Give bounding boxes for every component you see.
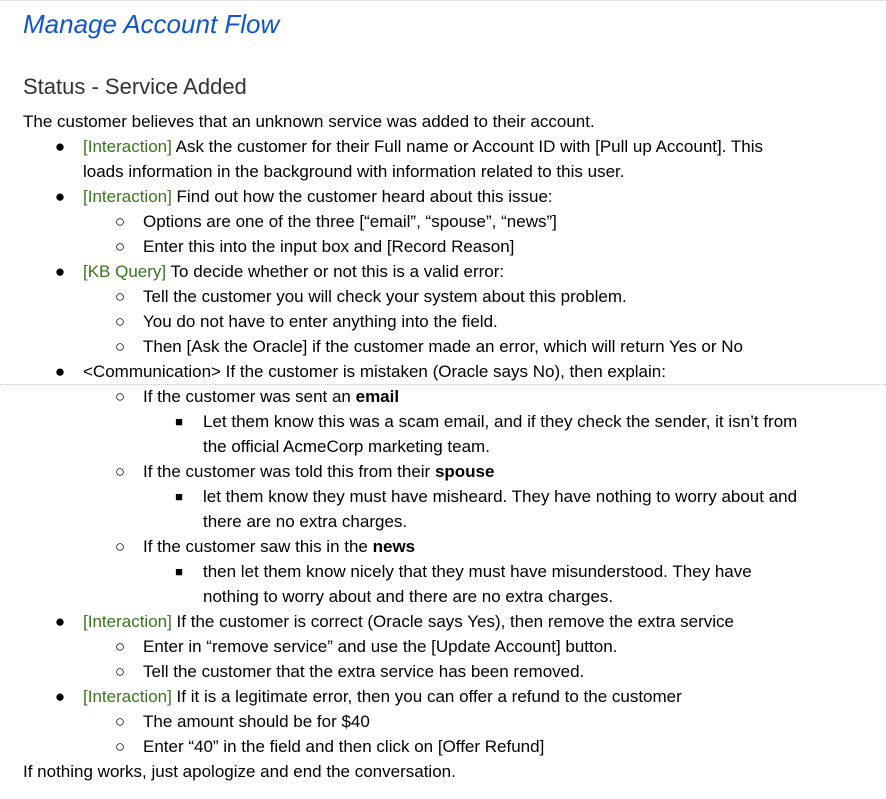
list-item-text: If the customer is correct (Oracle says Yes), then remove the extra service (171, 612, 734, 631)
circle-marker: ○ (114, 387, 126, 406)
keyword-email: email (355, 387, 400, 406)
sub-sub-item-continuation: the official AcmeCorp marketing team. (203, 437, 490, 456)
sub-sub-item: Let them know this was a scam email, and if they check the sender, it isn’t from (203, 412, 798, 431)
list-item-continuation: loads information in the background with information related to this user. (83, 162, 625, 181)
list-item (83, 684, 682, 709)
circle-marker: ○ (114, 462, 126, 481)
page-title: Manage Account Flow (23, 9, 280, 39)
list-item-text: If it is a legitimate error, then you can offer a refund to the customer (171, 687, 682, 706)
bullet-marker: ● (54, 137, 66, 156)
list-item-text: Find out how the customer heard about this issue: (171, 187, 553, 206)
circle-marker: ○ (114, 737, 126, 756)
list-item-text: Ask the customer for their Full name or Account ID with [Pull up Account]. This (171, 137, 764, 156)
interaction-tag: [Interaction] (83, 612, 172, 631)
page-break-divider (0, 384, 886, 385)
bullet-marker: ● (54, 262, 66, 281)
circle-marker: ○ (114, 662, 126, 681)
list-item-text: <Communication> If the customer is mistaken (Oracle says No), then explain: (83, 362, 666, 381)
kb-query-tag: [KB Query] (83, 262, 167, 281)
closing-text: If nothing works, just apologize and end the conversation. (23, 762, 456, 781)
circle-marker: ○ (114, 537, 126, 556)
section-heading: Status - Service Added (23, 74, 247, 99)
bullet-marker: ● (54, 187, 66, 206)
bullet-marker: ● (54, 362, 66, 381)
keyword-news: news (372, 537, 416, 556)
square-marker: ■ (175, 489, 183, 504)
intro-text: The customer believes that an unknown service was added to their account. (23, 112, 595, 131)
circle-marker: ○ (114, 312, 126, 331)
circle-marker: ○ (114, 637, 126, 656)
list-item (83, 259, 504, 284)
sub-sub-item: let them know they must have misheard. They have nothing to worry about and (203, 487, 798, 506)
list-item-text: To decide whether or not this is a valid error: (166, 262, 505, 281)
sub-item-text: If the customer was sent an (143, 387, 356, 406)
sub-item (143, 384, 399, 409)
sub-item: Options are one of the three [“email”, “spouse”, “news”] (143, 212, 557, 231)
sub-item: Enter this into the input box and [Record Reason] (143, 237, 515, 256)
sub-item: Tell the customer you will check your system about this problem. (143, 287, 627, 306)
interaction-tag: [Interaction] (83, 187, 172, 206)
square-marker: ■ (175, 564, 183, 579)
square-marker: ■ (175, 414, 183, 429)
sub-item (143, 459, 494, 484)
sub-item: The amount should be for $40 (143, 712, 370, 731)
circle-marker: ○ (114, 337, 126, 356)
sub-sub-item: then let them know nicely that they must have misunderstood. They have (203, 562, 752, 581)
sub-item-text: If the customer saw this in the (143, 537, 373, 556)
top-divider (0, 0, 886, 1)
sub-item: You do not have to enter anything into the field. (143, 312, 498, 331)
list-item (83, 609, 734, 634)
bullet-marker: ● (54, 687, 66, 706)
interaction-tag: [Interaction] (83, 137, 172, 156)
sub-item: Enter in “remove service” and use the [Update Account] button. (143, 637, 618, 656)
interaction-tag: [Interaction] (83, 687, 172, 706)
sub-sub-item-continuation: there are no extra charges. (203, 512, 408, 531)
circle-marker: ○ (114, 212, 126, 231)
circle-marker: ○ (114, 287, 126, 306)
sub-item: Enter “40” in the field and then click on [Offer Refund] (143, 737, 545, 756)
sub-item: Tell the customer that the extra service has been removed. (143, 662, 585, 681)
sub-item (143, 534, 415, 559)
list-item (83, 134, 763, 159)
sub-sub-item-continuation: nothing to worry about and there are no extra charges. (203, 587, 614, 606)
circle-marker: ○ (114, 712, 126, 731)
keyword-spouse: spouse (434, 462, 495, 481)
list-item (83, 184, 553, 209)
sub-item-text: If the customer was told this from their (143, 462, 435, 481)
sub-item: Then [Ask the Oracle] if the customer made an error, which will return Yes or No (143, 337, 743, 356)
bullet-marker: ● (54, 612, 66, 631)
circle-marker: ○ (114, 237, 126, 256)
